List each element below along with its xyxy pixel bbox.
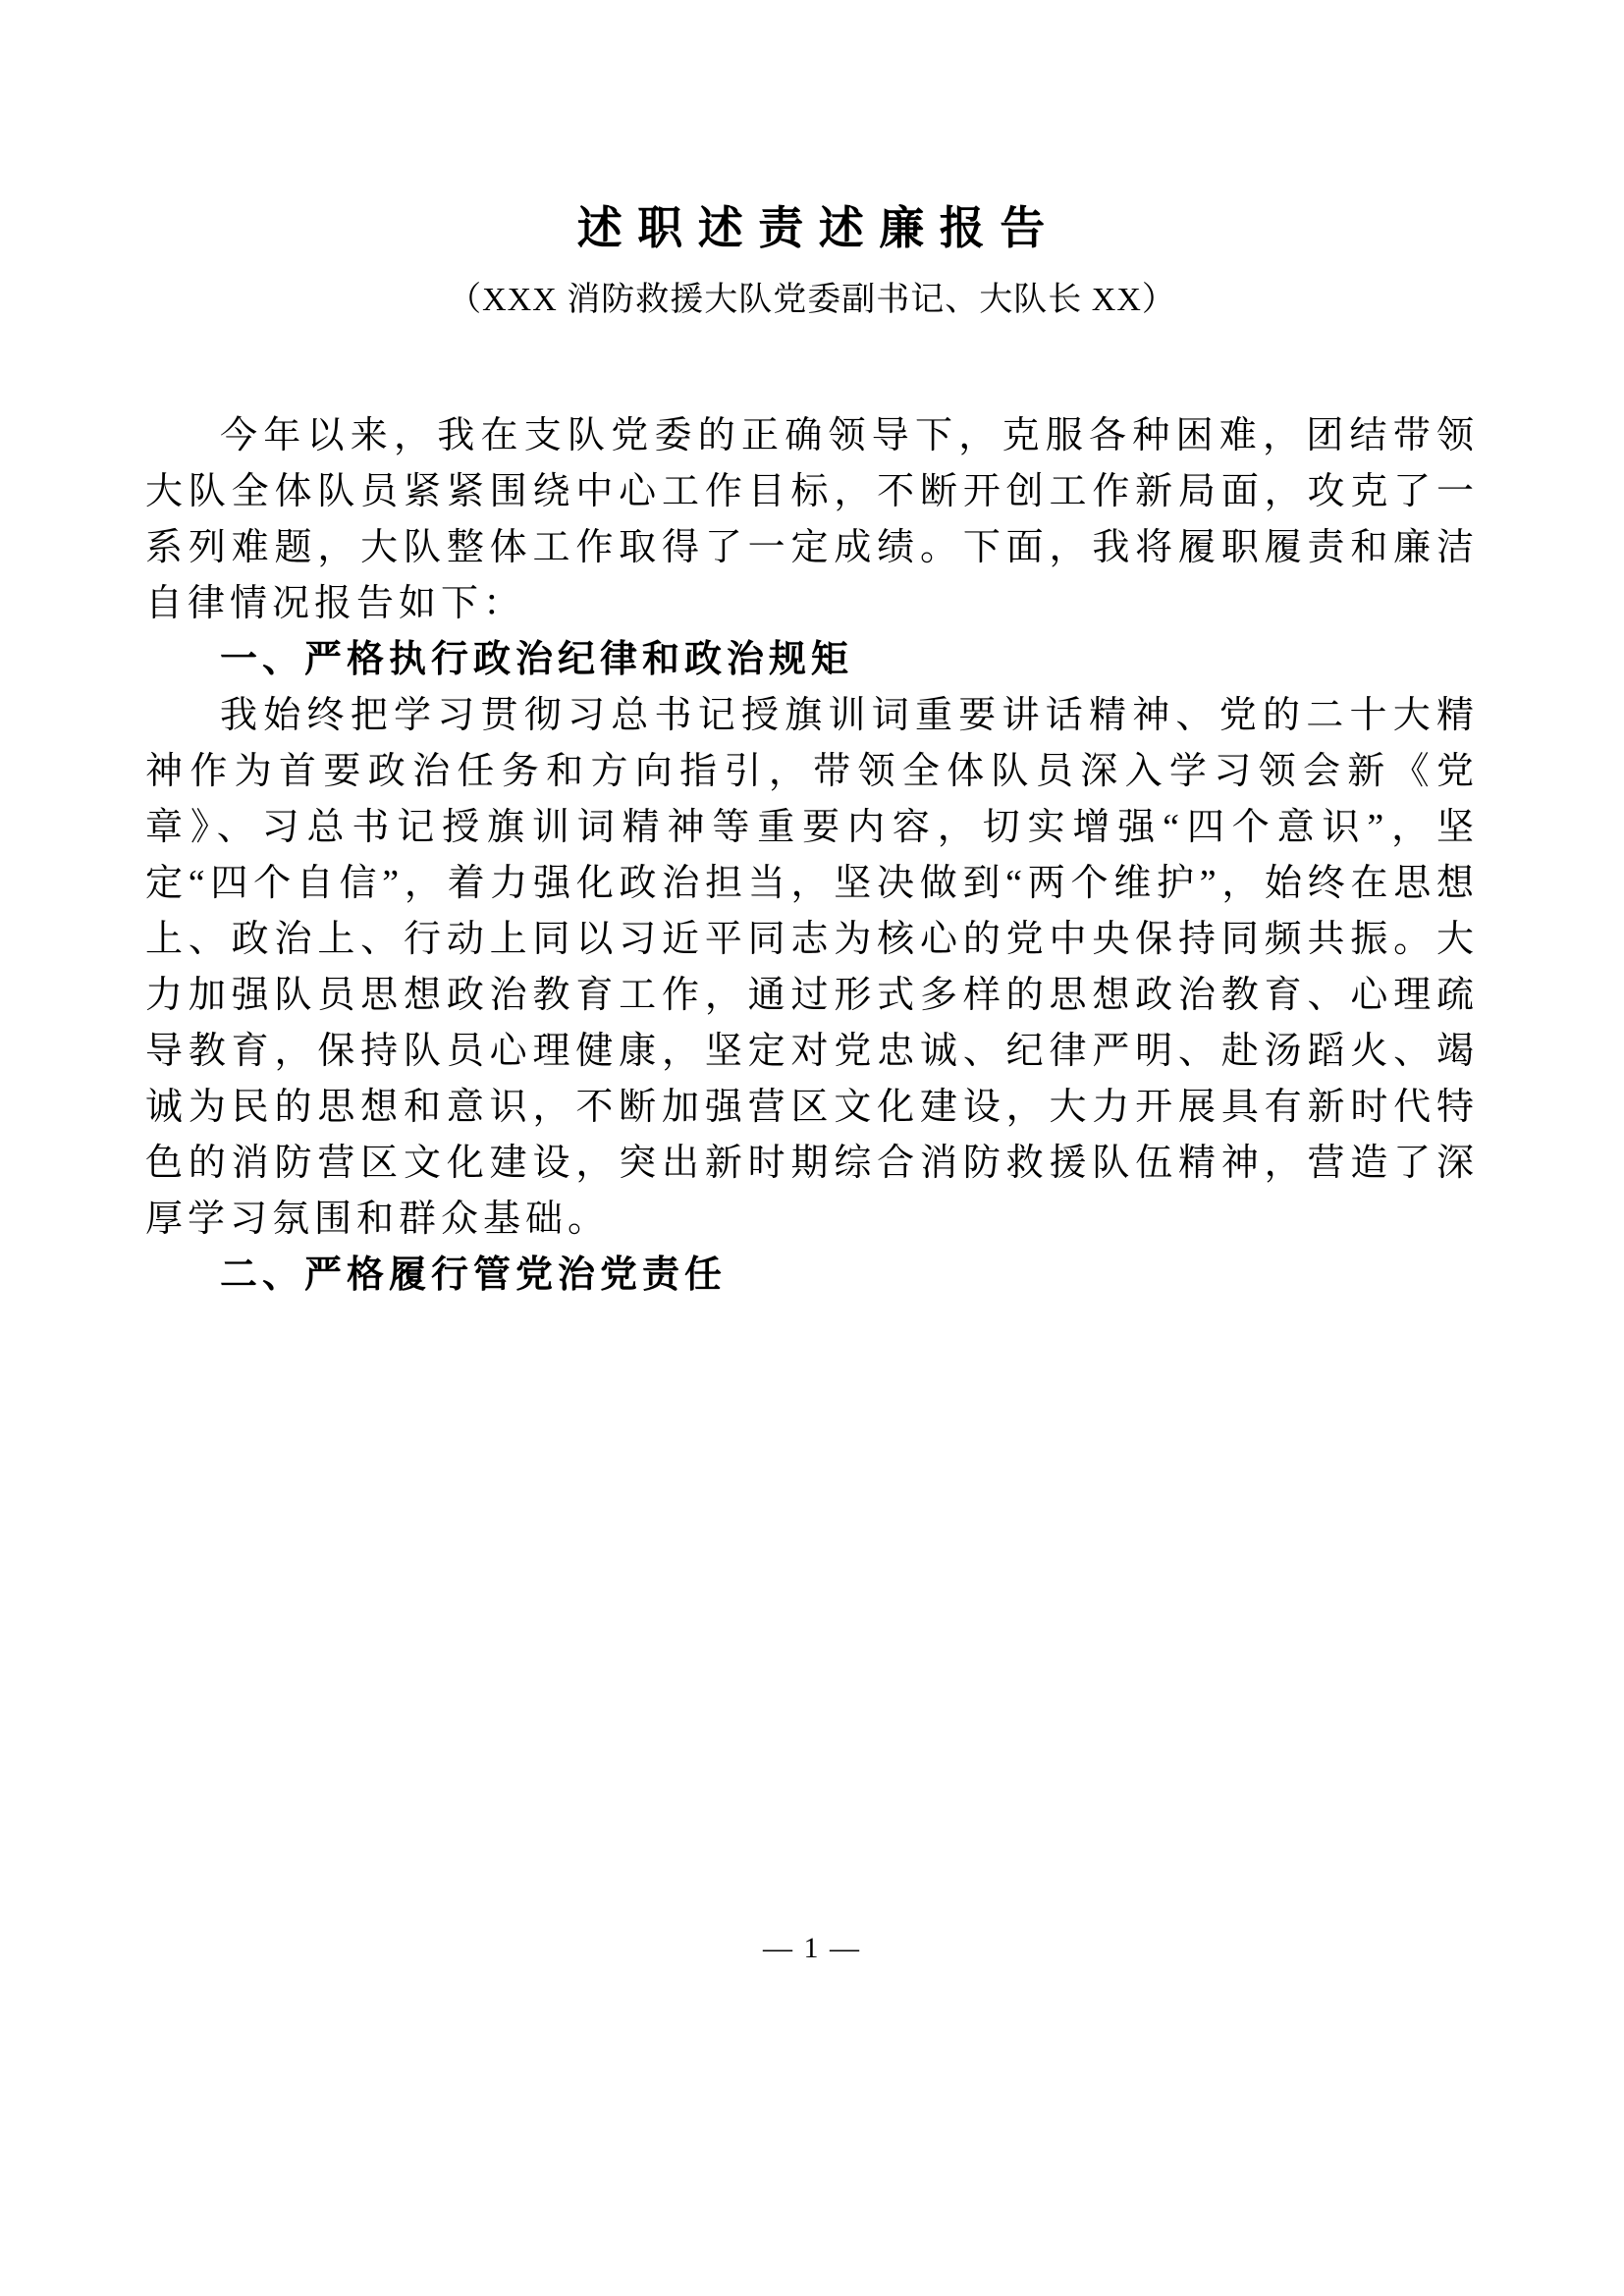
document-title: 述 职 述 责 述 廉 报 告 — [576, 203, 1048, 253]
section-heading-2: 二、严格履行管党治党责任 — [220, 1255, 728, 1297]
document-subtitle: （XXX 消防救援大队党委副书记、大队长 XX） — [448, 282, 1176, 319]
section-heading-1: 一、严格执行政治纪律和政治规矩 — [220, 639, 854, 681]
document-body — [145, 408, 1479, 1304]
paragraph-intro: 今年以来，我在支队党委的正确领导下，克服各种困难，团结带领大队全体队员紧紧围绕中心工作目标，不断开创工作新局面，攻克了一系列难题，大队整体工作取得了一定成绩。下面，我将履职履责和廉洁自律情况报告如下： — [145, 415, 1479, 625]
paragraph-section-1: 我始终把学习贯彻习总书记授旗训词重要讲话精神、党的二十大精神作为首要政治任务和方向指引，带领全体队员深入学习领会新《党章》、习总书记授旗训词精神等重要内容，切实增强“四个意识”，坚定“四个自信”，着力强化政治担当，坚决做到“两个维护”，始终在思想上、政治上、行动上同以习近平同志为核心的党中央保持同频共振。大力加强队员思想政治教育工作，通过形式多样的思想政治教育、心理疏导教育，保持队员心理健康，坚定对党忠诚、纪律严明、赴汤蹈火、竭诚为民的思想和意识，不断加强营区文化建设，大力开展具有新时代特色的消防营区文化建设，突出新时期综合消防救援队伍精神，营造了深厚学习氛围和群众基础。 — [145, 695, 1479, 1241]
page-number: — 1 — — [763, 1932, 861, 1964]
